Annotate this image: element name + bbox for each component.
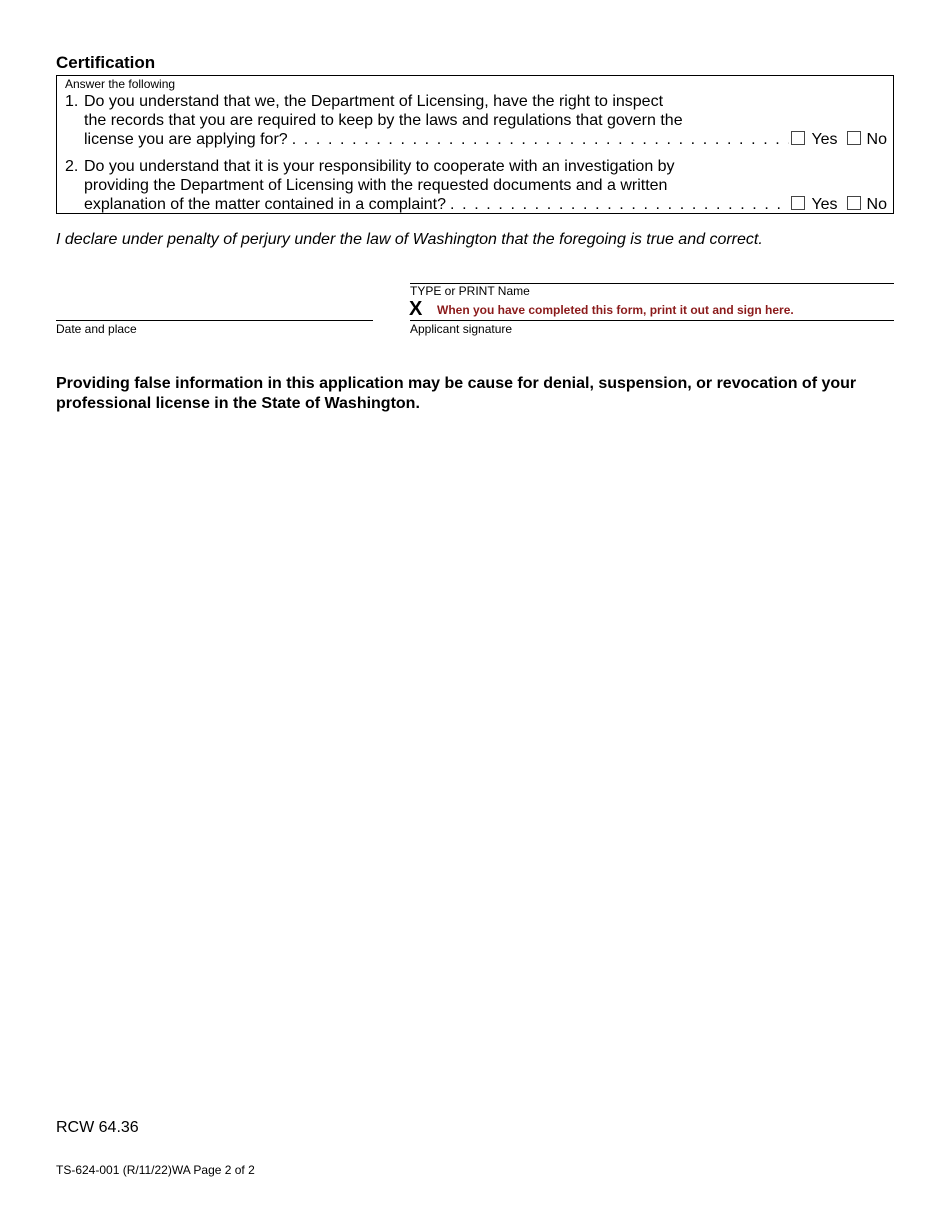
question-number: 1. — [65, 93, 79, 110]
dot-leader — [450, 196, 789, 215]
question-text-line: providing the Department of Licensing with the requested documents and a written — [84, 176, 668, 194]
signature-field-line[interactable] — [410, 320, 894, 321]
question-text-line: license you are applying for? — [84, 131, 288, 148]
no-label: No — [866, 131, 887, 148]
section-title-certification: Certification — [56, 53, 156, 72]
form-footer: TS-624-001 (R/11/22)WA Page 2 of 2 — [56, 1163, 255, 1177]
name-field-label: TYPE or PRINT Name — [410, 284, 530, 298]
no-option[interactable] — [847, 195, 887, 215]
rcw-reference: RCW 64.36 — [56, 1119, 139, 1136]
question-text-line: explanation of the matter contained in a complaint? — [84, 196, 447, 213]
no-checkbox[interactable] — [847, 196, 861, 210]
question-text-line: the records that you are required to keep by the laws and regulations that govern the — [84, 111, 683, 129]
dot-leader — [292, 131, 790, 150]
date-place-label: Date and place — [56, 322, 137, 336]
no-checkbox[interactable] — [847, 131, 861, 145]
yes-option[interactable] — [791, 130, 837, 150]
answer-instruction: Answer the following — [65, 77, 176, 91]
signature-label: Applicant signature — [410, 322, 513, 336]
question-text-line: Do you understand that it is your responsibility to cooperate with an investigation by — [84, 158, 675, 175]
yes-label: Yes — [811, 196, 838, 213]
answer-choices — [791, 195, 887, 215]
no-option[interactable] — [847, 130, 887, 150]
question-1 — [65, 93, 887, 150]
question-2 — [65, 158, 887, 215]
question-text-line: Do you understand that we, the Department of Licensing, have the right to inspect — [84, 93, 664, 110]
sign-here-note: When you have completed this form, print it out and sign here. — [437, 303, 794, 317]
signature-x-mark: X — [409, 298, 423, 320]
perjury-declaration: I declare under penalty of perjury under the law of Washington that the foregoing is true and correct. — [56, 231, 763, 248]
certification-box — [56, 75, 894, 214]
answer-choices — [791, 130, 887, 150]
yes-checkbox[interactable] — [791, 196, 805, 210]
date-place-field-line[interactable] — [56, 320, 373, 321]
yes-checkbox[interactable] — [791, 131, 805, 145]
no-label: No — [866, 196, 887, 213]
question-number: 2. — [65, 158, 79, 175]
yes-option[interactable] — [791, 195, 837, 215]
false-information-warning: Providing false information in this application may be cause for denial, suspension, or revocation of your professional license in the State of Washington. — [56, 375, 857, 412]
yes-label: Yes — [811, 131, 838, 148]
